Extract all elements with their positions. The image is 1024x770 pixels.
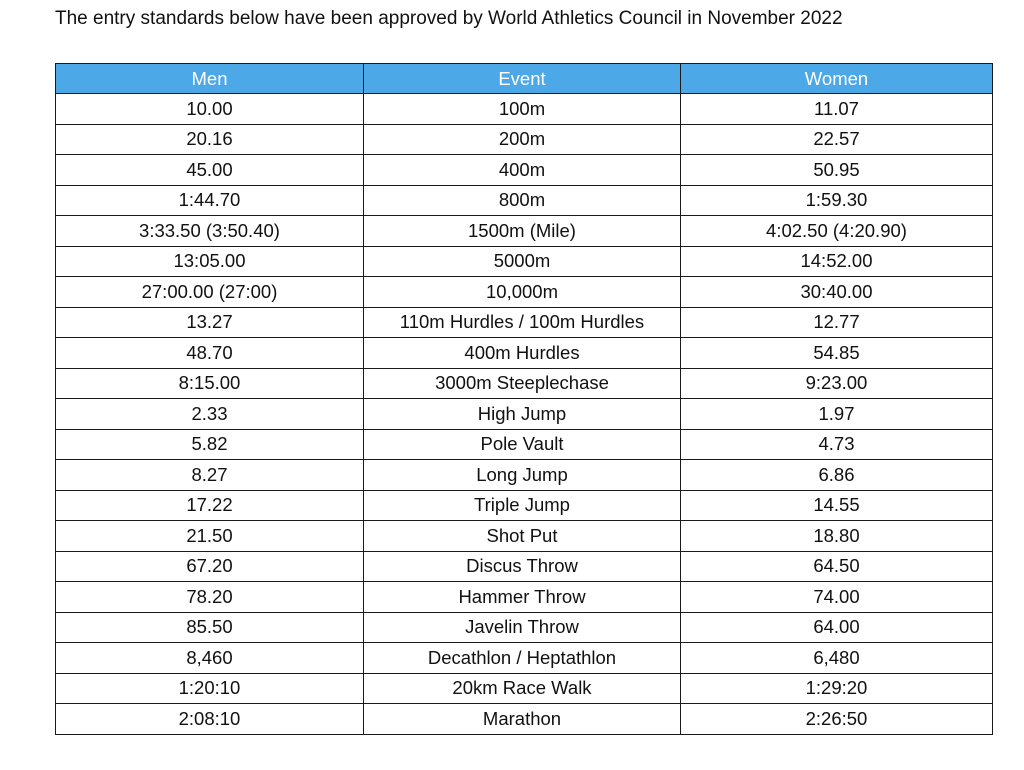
cell-men: 1:44.70	[56, 185, 364, 216]
header-women: Women	[681, 64, 993, 94]
table-row	[56, 368, 993, 399]
cell-men: 2.33	[56, 399, 364, 430]
cell-event: 400m	[364, 155, 681, 186]
cell-event: 1500m (Mile)	[364, 216, 681, 247]
header-men: Men	[56, 64, 364, 94]
table-row	[56, 429, 993, 460]
cell-men: 48.70	[56, 338, 364, 369]
table-row	[56, 612, 993, 643]
cell-men: 78.20	[56, 582, 364, 613]
cell-men: 8:15.00	[56, 368, 364, 399]
cell-event: 800m	[364, 185, 681, 216]
cell-men: 3:33.50 (3:50.40)	[56, 216, 364, 247]
table-row	[56, 185, 993, 216]
table-row	[56, 155, 993, 186]
cell-women: 64.50	[681, 551, 993, 582]
table-row	[56, 460, 993, 491]
cell-men: 21.50	[56, 521, 364, 552]
table-row	[56, 399, 993, 430]
cell-men: 17.22	[56, 490, 364, 521]
cell-men: 13.27	[56, 307, 364, 338]
cell-women: 74.00	[681, 582, 993, 613]
table-row	[56, 246, 993, 277]
table-row	[56, 704, 993, 735]
cell-women: 9:23.00	[681, 368, 993, 399]
cell-men: 8.27	[56, 460, 364, 491]
table-row	[56, 582, 993, 613]
cell-women: 30:40.00	[681, 277, 993, 308]
table-row	[56, 277, 993, 308]
cell-men: 10.00	[56, 94, 364, 125]
cell-event: Pole Vault	[364, 429, 681, 460]
cell-women: 2:26:50	[681, 704, 993, 735]
cell-women: 1:59.30	[681, 185, 993, 216]
cell-men: 1:20:10	[56, 673, 364, 704]
table-row	[56, 124, 993, 155]
cell-event: 100m	[364, 94, 681, 125]
cell-event: 10,000m	[364, 277, 681, 308]
cell-women: 50.95	[681, 155, 993, 186]
cell-women: 4.73	[681, 429, 993, 460]
cell-event: 110m Hurdles / 100m Hurdles	[364, 307, 681, 338]
cell-women: 6,480	[681, 643, 993, 674]
table-row	[56, 673, 993, 704]
cell-women: 18.80	[681, 521, 993, 552]
cell-men: 27:00.00 (27:00)	[56, 277, 364, 308]
cell-men: 8,460	[56, 643, 364, 674]
cell-women: 1:29:20	[681, 673, 993, 704]
cell-event: Hammer Throw	[364, 582, 681, 613]
cell-men: 20.16	[56, 124, 364, 155]
cell-event: Discus Throw	[364, 551, 681, 582]
cell-men: 67.20	[56, 551, 364, 582]
cell-men: 85.50	[56, 612, 364, 643]
header-event: Event	[364, 64, 681, 94]
cell-event: Triple Jump	[364, 490, 681, 521]
table-row	[56, 307, 993, 338]
cell-men: 13:05.00	[56, 246, 364, 277]
table-row	[56, 216, 993, 247]
cell-women: 1.97	[681, 399, 993, 430]
cell-women: 22.57	[681, 124, 993, 155]
cell-men: 5.82	[56, 429, 364, 460]
cell-women: 54.85	[681, 338, 993, 369]
cell-event: High Jump	[364, 399, 681, 430]
cell-men: 45.00	[56, 155, 364, 186]
entry-standards-table	[55, 63, 993, 735]
table-row	[56, 551, 993, 582]
table-row	[56, 490, 993, 521]
cell-event: Long Jump	[364, 460, 681, 491]
cell-event: 200m	[364, 124, 681, 155]
cell-women: 64.00	[681, 612, 993, 643]
cell-event: Decathlon / Heptathlon	[364, 643, 681, 674]
cell-men: 2:08:10	[56, 704, 364, 735]
cell-event: 5000m	[364, 246, 681, 277]
table-body	[56, 94, 993, 735]
table-row	[56, 643, 993, 674]
cell-event: 20km Race Walk	[364, 673, 681, 704]
header-row	[56, 64, 993, 94]
cell-women: 4:02.50 (4:20.90)	[681, 216, 993, 247]
table-header	[56, 64, 993, 94]
cell-women: 14:52.00	[681, 246, 993, 277]
cell-event: Shot Put	[364, 521, 681, 552]
table-row	[56, 94, 993, 125]
cell-women: 12.77	[681, 307, 993, 338]
table-row	[56, 521, 993, 552]
intro-text: The entry standards below have been approved by World Athletics Council in November 2022	[55, 8, 843, 29]
cell-event: 400m Hurdles	[364, 338, 681, 369]
cell-event: Marathon	[364, 704, 681, 735]
cell-event: Javelin Throw	[364, 612, 681, 643]
cell-women: 11.07	[681, 94, 993, 125]
cell-event: 3000m Steeplechase	[364, 368, 681, 399]
cell-women: 14.55	[681, 490, 993, 521]
cell-women: 6.86	[681, 460, 993, 491]
table-row	[56, 338, 993, 369]
